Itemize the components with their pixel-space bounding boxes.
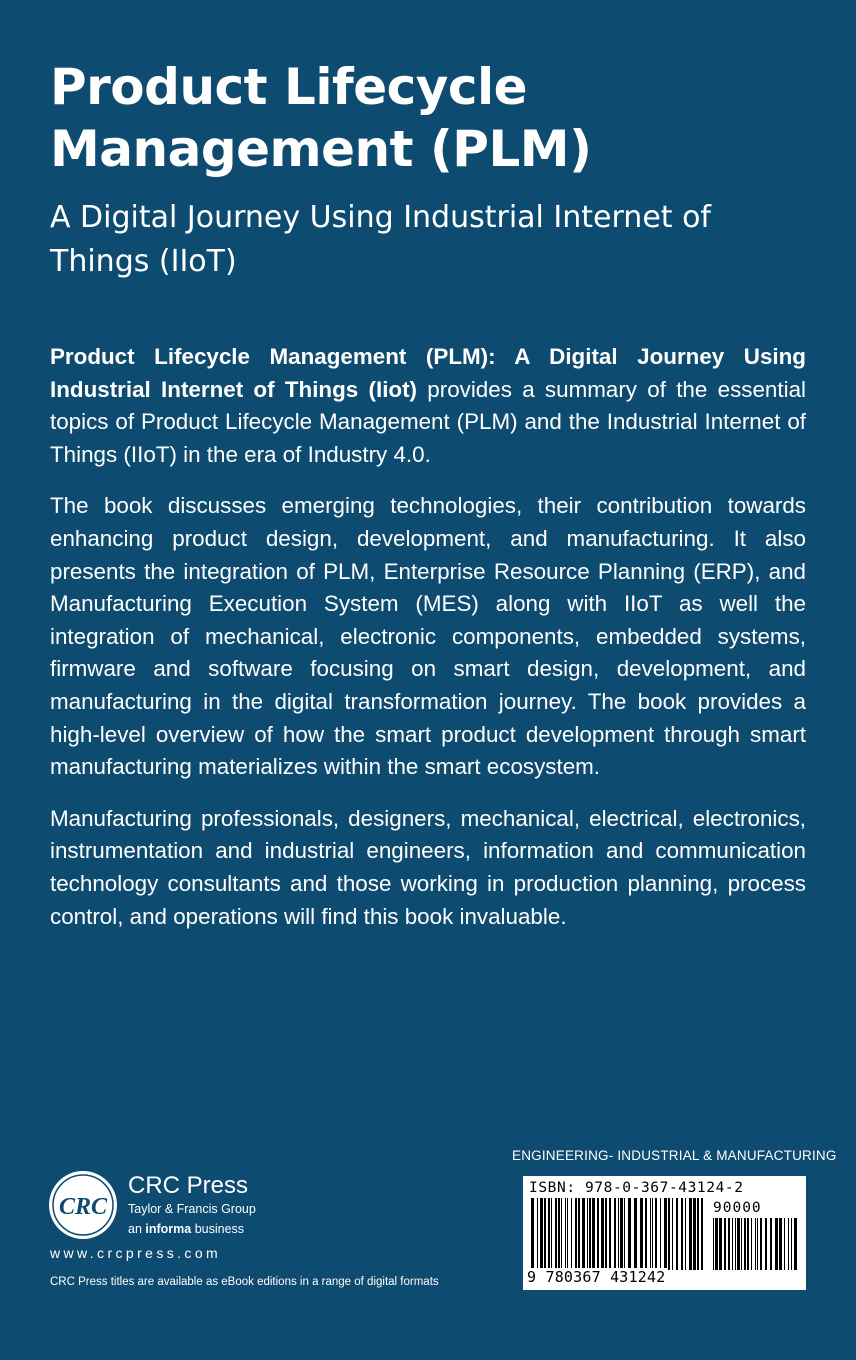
crc-logo-icon bbox=[48, 1170, 118, 1240]
book-description bbox=[50, 341, 806, 952]
isbn-label: ISBN: 978-0-367-43124-2 bbox=[529, 1180, 744, 1196]
crc-logo-letters: CRC bbox=[58, 1194, 108, 1220]
publisher-informa-line bbox=[128, 1222, 244, 1236]
description-paragraph-1-text: provides a summary of the essential topics of Product Lifecycle Management (PLM) and the Industrial Internet of Things (IIoT) in the era of Industry 4.0. bbox=[50, 376, 806, 467]
subject-category: ENGINEERING- INDUSTRIAL & MANUFACTURING bbox=[512, 1148, 837, 1163]
ean-barcode-bars bbox=[531, 1198, 707, 1278]
addon-barcode-bars bbox=[713, 1218, 799, 1278]
informa-prefix: an bbox=[128, 1222, 146, 1236]
description-paragraph-1 bbox=[50, 341, 806, 471]
book-subtitle: A Digital Journey Using Industrial Internet of Things (IIoT) bbox=[50, 200, 711, 279]
book-title: Product Lifecycle Management (PLM) bbox=[50, 58, 592, 178]
description-bold-title: Product Lifecycle Management (PLM): A Digital Journey Using Industrial Internet of Things (Iiot) bbox=[50, 344, 806, 402]
ebook-note: CRC Press titles are available as eBook editions in a range of digital formats bbox=[50, 1276, 439, 1288]
informa-bold: informa bbox=[145, 1222, 192, 1236]
description-paragraph-3: Manufacturing professionals, designers, mechanical, electrical, electronics, instrumentation and industrial engineers, information and communication technology consultants and those working in production planning, process control, and operations will find this book invaluable. bbox=[50, 805, 806, 929]
publisher-group: Taylor & Francis Group bbox=[128, 1202, 256, 1216]
price-code: 90000 bbox=[713, 1200, 762, 1216]
description-paragraph-2: The book discusses emerging technologies, their contribution towards enhancing product design, development, and manufacturing. It also presents the integration of PLM, Enterprise Resource Planning (ERP), and Manufacturing Execution System (MES) along with IIoT as well the integration of mechanical, electronic components, embedded systems, firmware and software focusing on smart design, development, and manufacturing in the digital transformation journey. The book provides a high-level overview of how the smart product development through smart manufacturing materializes within the smart ecosystem. bbox=[50, 493, 806, 780]
publisher-name: CRC Press bbox=[128, 1172, 249, 1199]
publisher-website: www.crcpress.com bbox=[50, 1245, 222, 1261]
informa-suffix: business bbox=[191, 1222, 245, 1236]
ean-digits: 9 780367 431242 bbox=[527, 1268, 666, 1286]
isbn-barcode bbox=[523, 1176, 806, 1290]
